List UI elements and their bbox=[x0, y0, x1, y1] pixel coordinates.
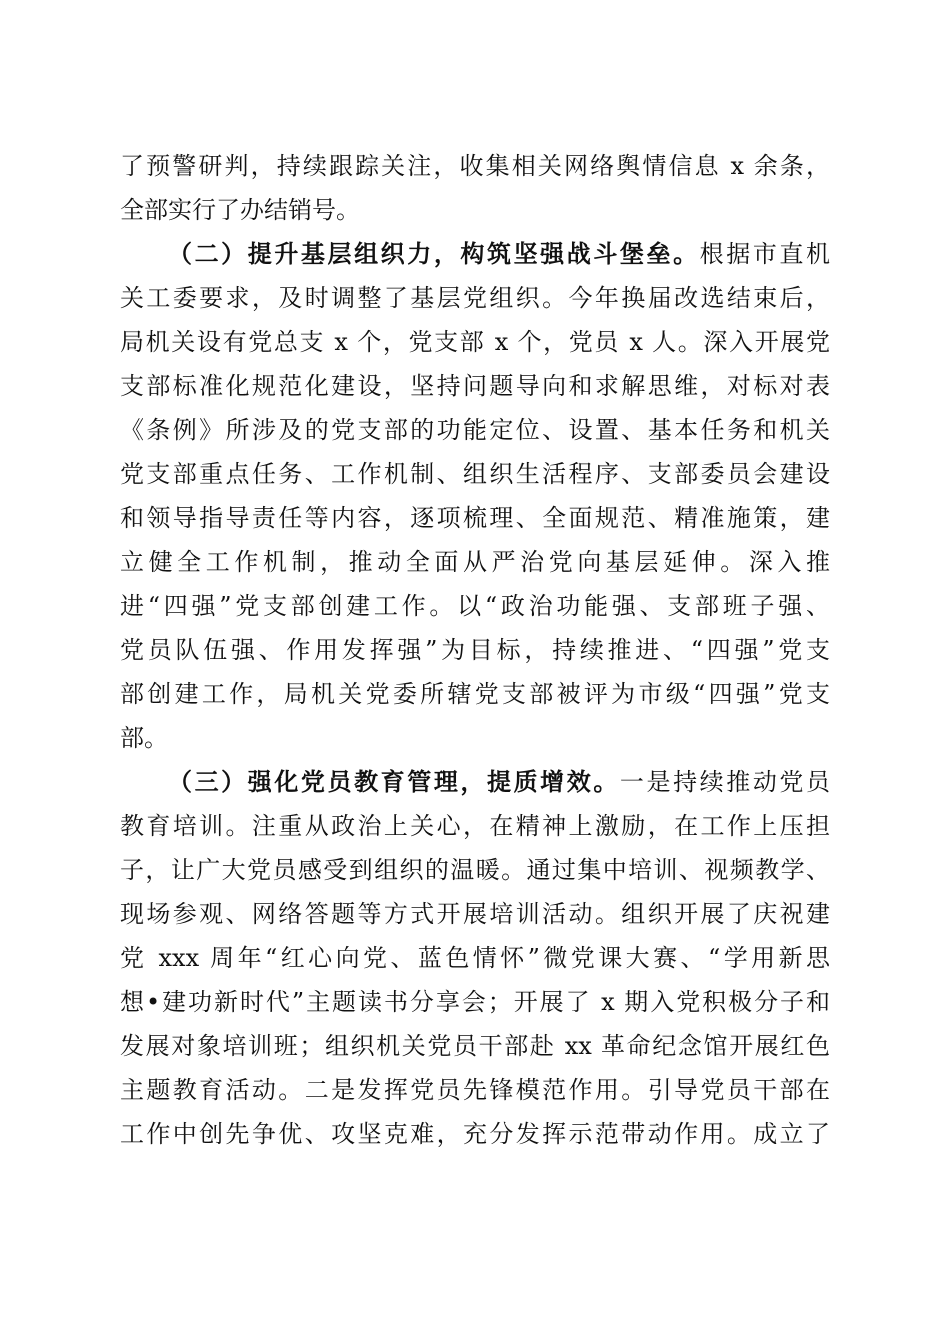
text-line: 主题教育活动。二是发挥党员先锋模范作用。引导党员干部在 bbox=[120, 1076, 830, 1104]
text-line: 教育培训。注重从政治上关心，在精神上激励，在工作上压担 bbox=[120, 812, 830, 840]
text-line: 了预警研判，持续跟踪关注，收集相关网络舆情信息 x 余条， bbox=[120, 152, 830, 180]
text-line: 部。 bbox=[120, 724, 168, 752]
text-line: 党 xxx 周年“红心向党、蓝色情怀”微党课大赛、“学用新思 bbox=[120, 944, 830, 972]
text-line: 《条例》所涉及的党支部的功能定位、设置、基本任务和机关 bbox=[120, 416, 830, 444]
heading-line-text: 根据市直机 bbox=[699, 240, 830, 268]
text-line: 支部标准化规范化建设，坚持问题导向和求解思维，对标对表 bbox=[120, 372, 830, 400]
text-line: 想•建功新时代”主题读书分享会；开展了 x 期入党积极分子和 bbox=[120, 988, 830, 1016]
text-line: 局机关设有党总支 x 个，党支部 x 个，党员 x 人。深入开展党 bbox=[120, 328, 830, 356]
text-line: 全部实行了办结销号。 bbox=[120, 196, 360, 224]
section-heading-line bbox=[168, 762, 830, 802]
text-line: 进“四强”党支部创建工作。以“政治功能强、支部班子强、 bbox=[120, 592, 830, 620]
text-line: 关工委要求，及时调整了基层党组织。今年换届改选结束后， bbox=[120, 284, 830, 312]
text-line: 工作中创先争优、攻坚克难，充分发挥示范带动作用。成立了 bbox=[120, 1120, 830, 1148]
text-line: 现场参观、网络答题等方式开展培训活动。组织开展了庆祝建 bbox=[120, 900, 830, 928]
text-line: 立健全工作机制，推动全面从严治党向基层延伸。深入推 bbox=[120, 548, 830, 576]
text-line: 发展对象培训班；组织机关党员干部赴 xx 革命纪念馆开展红色 bbox=[120, 1032, 830, 1060]
text-line: 党支部重点任务、工作机制、组织生活程序、支部委员会建设 bbox=[120, 460, 830, 488]
heading-line-text: 一是持续推动党员 bbox=[619, 768, 830, 796]
text-line: 子，让广大党员感受到组织的温暖。通过集中培训、视频教学、 bbox=[120, 856, 830, 884]
text-line: 和领导指导责任等内容，逐项梳理、全面规范、精准施策，建 bbox=[120, 504, 830, 532]
section-heading: （三）强化党员教育管理，提质增效。 bbox=[168, 767, 620, 796]
section-heading-line bbox=[168, 234, 830, 274]
text-line: 部创建工作，局机关党委所辖党支部被评为市级“四强”党支 bbox=[120, 680, 830, 708]
text-line: 党员队伍强、作用发挥强”为目标，持续推进、“四强”党支 bbox=[120, 636, 830, 664]
section-heading: （二）提升基层组织力，构筑坚强战斗堡垒。 bbox=[168, 239, 700, 268]
